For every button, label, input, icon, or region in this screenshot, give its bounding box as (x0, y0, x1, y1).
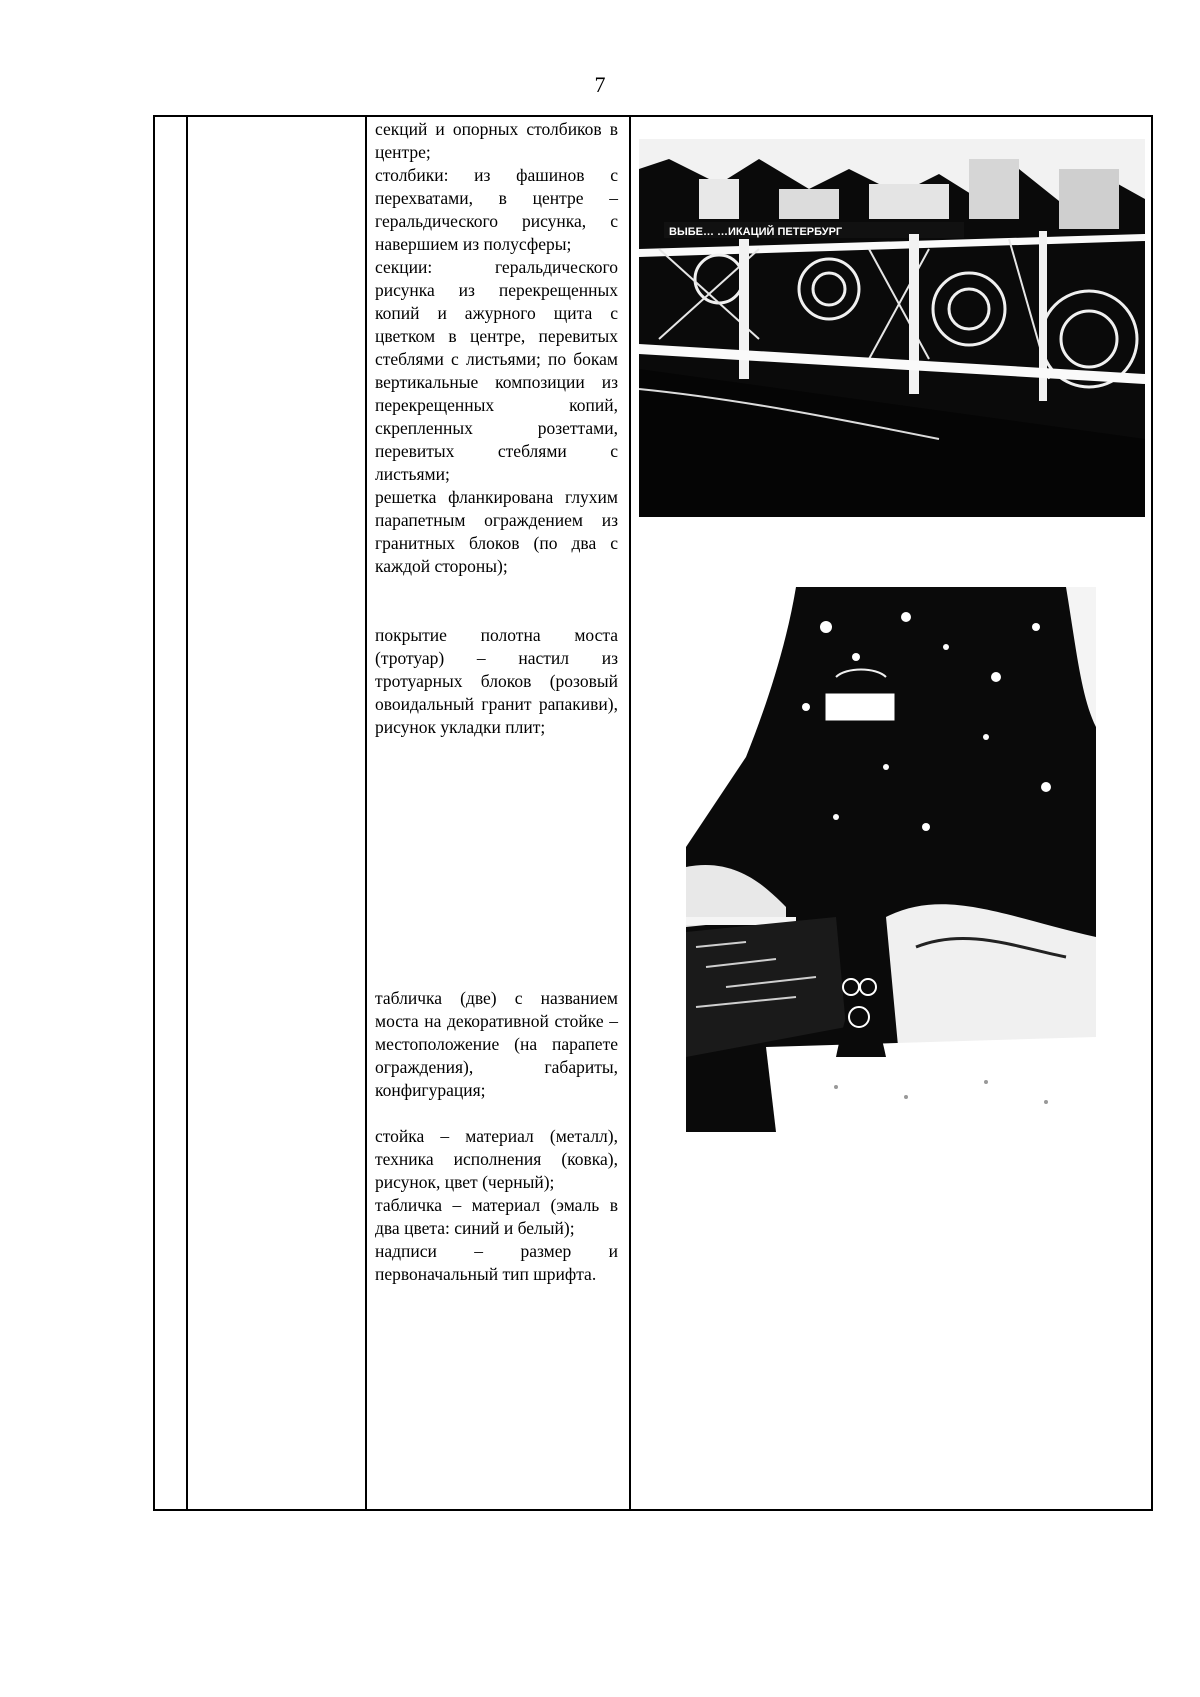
desc-paragraph: столбики: из фашинов с перехватами, в центре – геральдического рисунка, с навершием из полусферы; (375, 165, 618, 254)
desc-paragraph: табличка (две) с названием моста на декоративной стойке – местоположение (на парапете ограждения), габариты, конфигурация; (375, 988, 618, 1100)
column-divider (629, 117, 631, 1509)
page-number: 7 (594, 72, 606, 97)
desc-paragraph: надписи – размер и первоначальный тип шрифта. (375, 1241, 618, 1284)
desc-paragraph: стойка – материал (металл), техника исполнения (ковка), рисунок, цвет (черный); (375, 1126, 618, 1192)
desc-paragraph: решетка фланкирована глухим парапетным ограждением из гранитных блоков (по два с каждой стороны); (375, 487, 618, 576)
desc-paragraph: покрытие полотна моста (тротуар) – настил из тротуарных блоков (розовый овоидальный гранит рапакиви), рисунок укладки плит; (375, 625, 618, 737)
column-divider (186, 117, 188, 1509)
description-column (375, 118, 618, 1286)
desc-paragraph: секций и опорных столбиков в центре; (375, 119, 618, 162)
desc-paragraph: секции: геральдического рисунка из перекрещенных копий и ажурного щита с цветком в центре, перевитых стеблями с листьями; по бокам вертикальные композиции из перекрещенных копий, скрепленных розеттами, перевитых стеблями с листьями; (375, 257, 618, 484)
banner-text: ВЫБЕ… …ИКАЦИЙ ПЕТЕРБУРГ (669, 226, 843, 238)
bridge-railing-photo (639, 139, 1145, 517)
name-plate-photo (686, 587, 1096, 1132)
column-divider (365, 117, 367, 1509)
desc-paragraph: табличка – материал (эмаль в два цвета: синий и белый); (375, 1195, 618, 1238)
